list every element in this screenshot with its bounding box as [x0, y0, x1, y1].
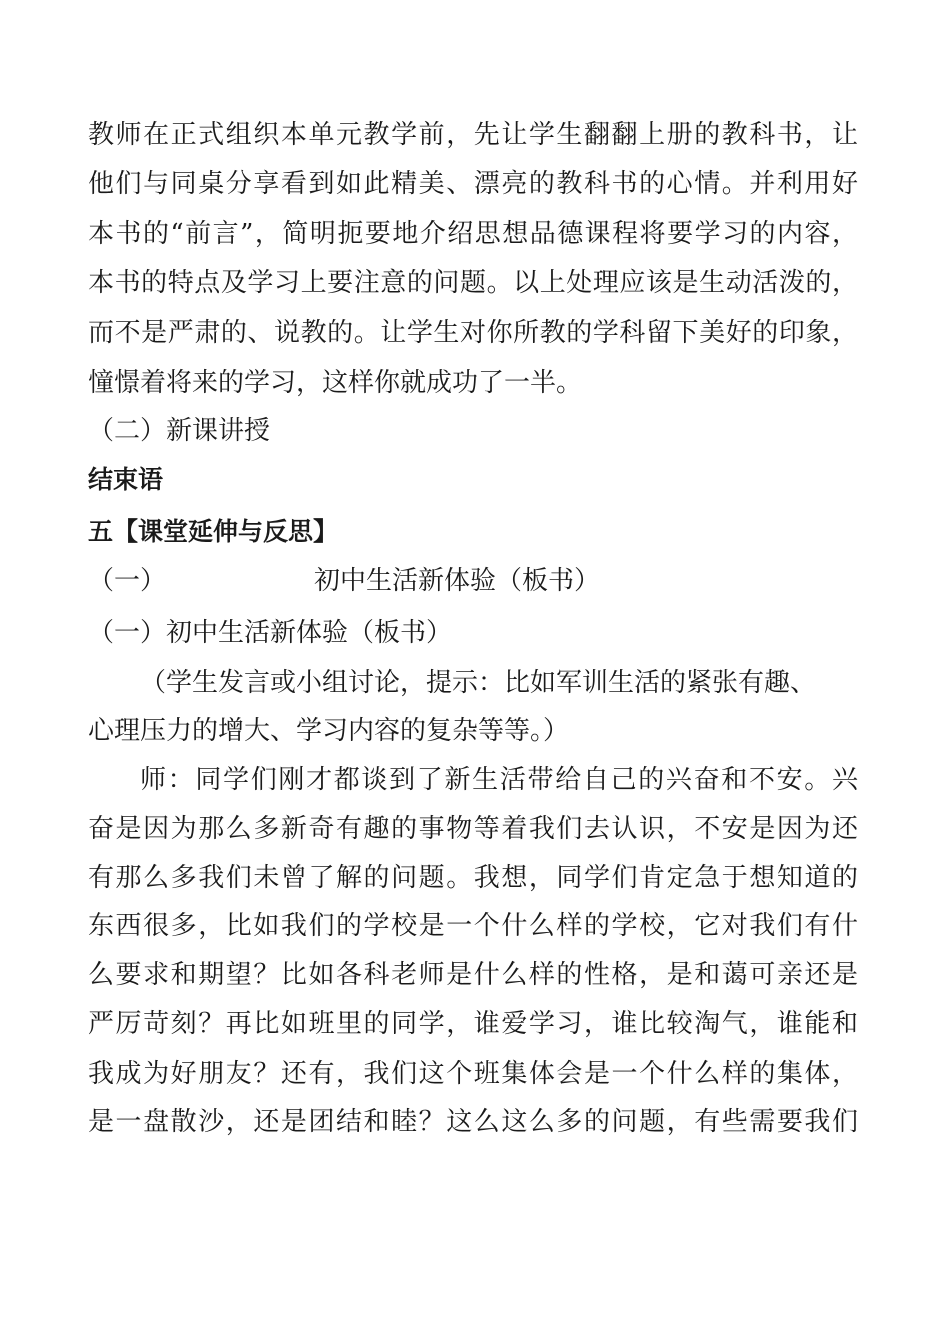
text-line: 有那么多我们未曾了解的问题。我想，同学们肯定急于想知道的 [88, 863, 858, 893]
text-line: （学生发言或小组讨论，提示：比如军训生活的紧张有趣、 [140, 668, 817, 698]
text-line: 心理压力的增大、学习内容的复杂等等。） [88, 716, 570, 746]
text-line: 严厉苛刻？再比如班里的同学，谁爱学习，谁比较淘气，谁能和 [88, 1009, 858, 1039]
text-line: 东西很多，比如我们的学校是一个什么样的学校，它对我们有什 [88, 911, 858, 941]
text-line: 本书的特点及学习上要注意的问题。以上处理应该是生动活泼的， [88, 268, 858, 298]
text-line: 他们与同桌分享看到如此精美、漂亮的教科书的心情。并利用好 [88, 169, 858, 199]
subheading-new-lesson: （二）新课讲授 [88, 416, 271, 446]
text-line: 么要求和期望？比如各科老师是什么样的性格，是和蔼可亲还是 [88, 960, 858, 990]
text-line: 而不是严肃的、说教的。让学生对你所教的学科留下美好的印象， [88, 318, 858, 348]
heading-closing: 结束语 [88, 465, 164, 494]
text-line: 是一盘散沙，还是团结和睦？这么这么多的问题，有些需要我们 [88, 1107, 858, 1137]
heading-section-5: 五【课堂延伸与反思】 [88, 517, 339, 546]
item-label: （一） [88, 566, 167, 596]
item-full: （一）初中生活新体验（板书） [88, 618, 453, 648]
item-title: 初中生活新体验（板书） [314, 566, 601, 596]
text-line: 本书的“前言”，简明扼要地介绍思想品德课程将要学习的内容， [88, 219, 858, 249]
text-line: 师：同学们刚才都谈到了新生活带给自己的兴奋和不安。兴 [140, 765, 858, 795]
text-line: 教师在正式组织本单元教学前，先让学生翻翻上册的教科书，让 [88, 120, 858, 150]
text-line: 我成为好朋友？还有，我们这个班集体会是一个什么样的集体， [88, 1059, 858, 1089]
text-line: 憧憬着将来的学习，这样你就成功了一半。 [88, 368, 583, 398]
text-line: 奋是因为那么多新奇有趣的事物等着我们去认识，不安是因为还 [88, 814, 858, 844]
